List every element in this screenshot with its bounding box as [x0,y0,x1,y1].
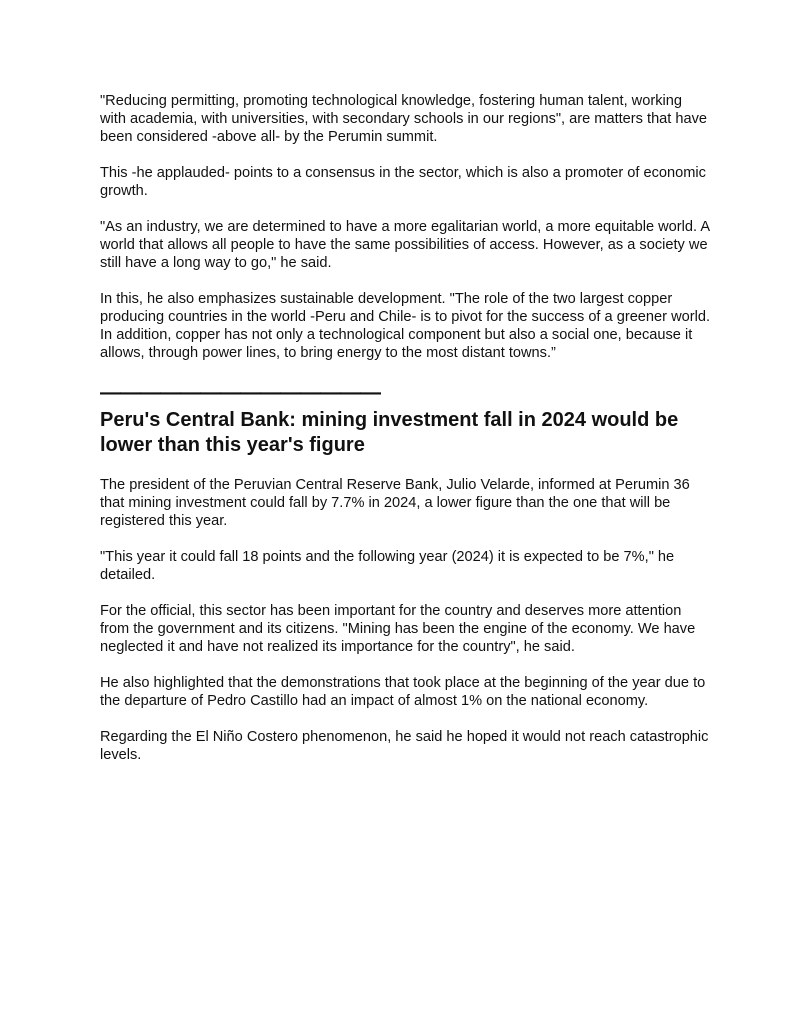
body-paragraph: Regarding the El Niño Costero phenomenon, he said he hoped it would not reach catastrophic levels. [100,729,709,763]
section-separator: —————————————— [100,381,380,404]
body-paragraph: In this, he also emphasizes sustainable development. "The role of the two largest copper producing countries in the world -Peru and Chile- is to pivot for the success of a greener world. In addition, copper has not only a technological component but also a social one, because it allows, through power lines, to bring energy to the most distant towns.” [100,291,711,361]
body-paragraph: For the official, this sector has been important for the country and deserves more attention from the government and its citizens. "Mining has been the engine of the economy. We have neglected it and have not realized its importance for the country", he said. [100,603,696,655]
quote-paragraph: "This year it could fall 18 points and the following year (2024) it is expected to be 7%," he detailed. [100,549,675,583]
quote-paragraph: "As an industry, we are determined to have a more egalitarian world, a more equitable world. A world that allows all people to have the same possibilities of access. However, as a society we still have a long way to go," he said. [100,219,710,271]
body-paragraph: The president of the Peruvian Central Reserve Bank, Julio Velarde, informed at Perumin 36 that mining investment could fall by 7.7% in 2024, a lower figure than the one that will be registered this year. [100,477,690,529]
article-headline: Peru's Central Bank: mining investment fall in 2024 would be lower than this year's figure [100,409,679,456]
document-page [100,92,710,782]
body-paragraph: This -he applauded- points to a consensus in the sector, which is also a promoter of economic growth. [100,165,706,199]
body-paragraph: He also highlighted that the demonstrations that took place at the beginning of the year due to the departure of Pedro Castillo had an impact of almost 1% on the national economy. [100,675,706,709]
quote-paragraph: "Reducing permitting, promoting technological knowledge, fostering human talent, working with academia, with universities, with secondary schools in our regions", are matters that have been considered -above all- by the Perumin summit. [100,93,708,145]
